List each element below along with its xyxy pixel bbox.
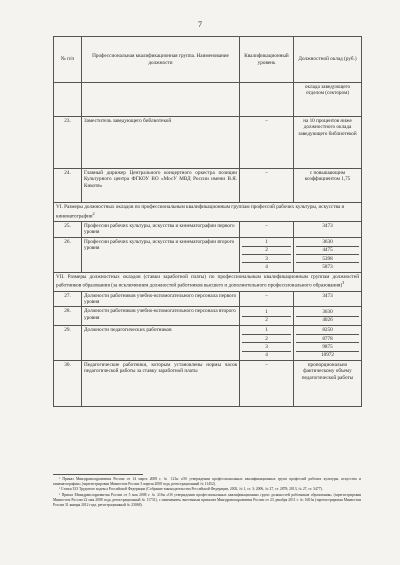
row-30-text: Педагогические работники, которым установлены нормы часов педагогической работы за ставку заработной платы [82,361,240,407]
section-6-footnote-mark: 2 [92,210,95,216]
salary-cell: 5398 [296,255,359,263]
row-26-salaries [294,237,362,272]
row-cont-text [82,83,240,117]
section-row [54,272,362,291]
row-28-levels [240,307,294,326]
level-cell: 4 [242,263,291,271]
salary-cell: 10972 [296,351,359,359]
salary-cell: 8250 [322,327,333,334]
row-25-text: Профессии рабочих культуры, искусства и кинематографии первого уровня [82,221,240,237]
level-cell: 2 [242,335,291,343]
row-27-text: Должности работников учебно-вспомогательного персонала первого уровня [82,291,240,307]
row-27-salary: 3473 [294,291,362,307]
footnote-2: ² Статья 333 Трудового кодекса Российской Федерации (Собрание законодательства Российской Федерации, 2002, № 1, ст. 3; 2006, № 27, ст. 2878; 2013, № 27, ст. 3477). [59,487,323,492]
table-row [54,83,362,117]
section-7-cell [54,272,362,291]
salary-cell: 5873 [296,263,359,271]
page-number: 7 [198,20,202,29]
footnote-3: ³ Приказ Минздравсоцразвития России от 5 мая 2008 г. № 216н «Об утверждении профессиональных квалификационных групп должностей работников образования» (зарегистрирован Минюстом России 22 мая 2008 года, регистрационный № 11731), с изменением, внесенным приказом Минздравсоцразвития России от 23 декабря 2011 г. № 1601н (зарегистрирован Минюстом России 31 января 2012 года, регистрационный № 23068). [53,493,361,507]
table-row [54,221,362,237]
row-cont-num [54,83,82,117]
salary-cell: 4475 [296,246,359,254]
salary-cell: 3630 [322,308,333,315]
table-row [54,361,362,407]
salary-cell: 4026 [296,316,359,324]
level-cell: 1 [265,308,268,315]
row-28-num: 28. [54,307,82,326]
table-row [54,117,362,169]
row-25-level: – [240,221,294,237]
section-6-cell [54,203,362,222]
row-24-level: – [240,169,294,203]
level-cell: 1 [265,327,268,334]
salary-cell: 9875 [296,343,359,351]
row-23-text: Заместитель заведующего библиотекой [82,117,240,169]
section-7-title: VII. Размеры должностных окладов (ставки заработной платы) по профессиональным квалификационным группам должностей работников образования (за исключением должностей работников высшего и дополнительного профессионального образования) [56,273,359,290]
section-7-footnote-mark: 3 [342,280,345,286]
row-30-salary: пропорционально фактическому объему педагогической работы [294,361,362,407]
row-28-salaries [294,307,362,326]
header-level: Квалификационный уровень [240,37,294,83]
salary-table [53,36,362,407]
footnotes [53,474,361,508]
row-29-text: Должности педагогических работников [82,325,240,360]
row-25-num: 25. [54,221,82,237]
row-29-num: 29. [54,325,82,360]
table-row [54,291,362,307]
section-6-title: VI. Размеры должностных окладов по профессиональным квалификационным группам профессий рабочих культуры, искусства и кинематографии [56,204,345,220]
table-row [54,307,362,326]
salary-cell: 3630 [322,239,333,246]
table-header-row [54,37,362,83]
table-row [54,325,362,360]
row-27-level: – [240,291,294,307]
row-25-salary: 3473 [294,221,362,237]
row-26-levels [240,237,294,272]
header-num: № п/п [54,37,82,83]
row-24-salary: с повышающим коэффициентом 1,75 [294,169,362,203]
level-cell: 1 [265,239,268,246]
salary-cell: 8778 [296,335,359,343]
row-28-text: Должности работников учебно-вспомогательного персонала второго уровня [82,307,240,326]
row-23-num: 23. [54,117,82,169]
row-29-salaries [294,325,362,360]
row-cont-salary: оклада заведующего отделом (сектором) [294,83,362,117]
level-cell: 4 [242,351,291,359]
table-row [54,169,362,203]
row-30-num: 30. [54,361,82,407]
footnote-1: ¹ Приказ Минздравсоцразвития России от 14 марта 2008 г. № 121н «Об утверждении профессиональных квалификационных групп профессий рабочих культуры, искусства и кинематографии» (зарегистрирован Минюстом России 3 апреля 2008 года, регистрационный № 11452). [53,477,361,486]
level-cell: 2 [242,316,291,324]
row-24-text: Главный дирижер Центрального концертного оркестра позиции Культурного центра ФГКОУ ВО «МосУ МВД России имени В.Я. Кикотя» [82,169,240,203]
row-cont-level [240,83,294,117]
section-row [54,203,362,222]
row-26-num: 26. [54,237,82,272]
table-row [54,237,362,272]
header-salary: Должностной оклад (руб.) [294,37,362,83]
level-cell: 2 [242,246,291,254]
footnote-divider [53,474,143,475]
row-30-level: – [240,361,294,407]
row-24-num: 24. [54,169,82,203]
row-23-level: – [240,117,294,169]
row-26-text: Профессии рабочих культуры, искусства и кинематографии второго уровня [82,237,240,272]
level-cell: 3 [242,255,291,263]
header-group: Профессиональная квалификационная группа. Наименование должности [82,37,240,83]
row-27-num: 27. [54,291,82,307]
row-29-levels [240,325,294,360]
row-23-salary: на 10 процентов ниже должностного оклада заведующего библиотекой [294,117,362,169]
level-cell: 3 [242,343,291,351]
